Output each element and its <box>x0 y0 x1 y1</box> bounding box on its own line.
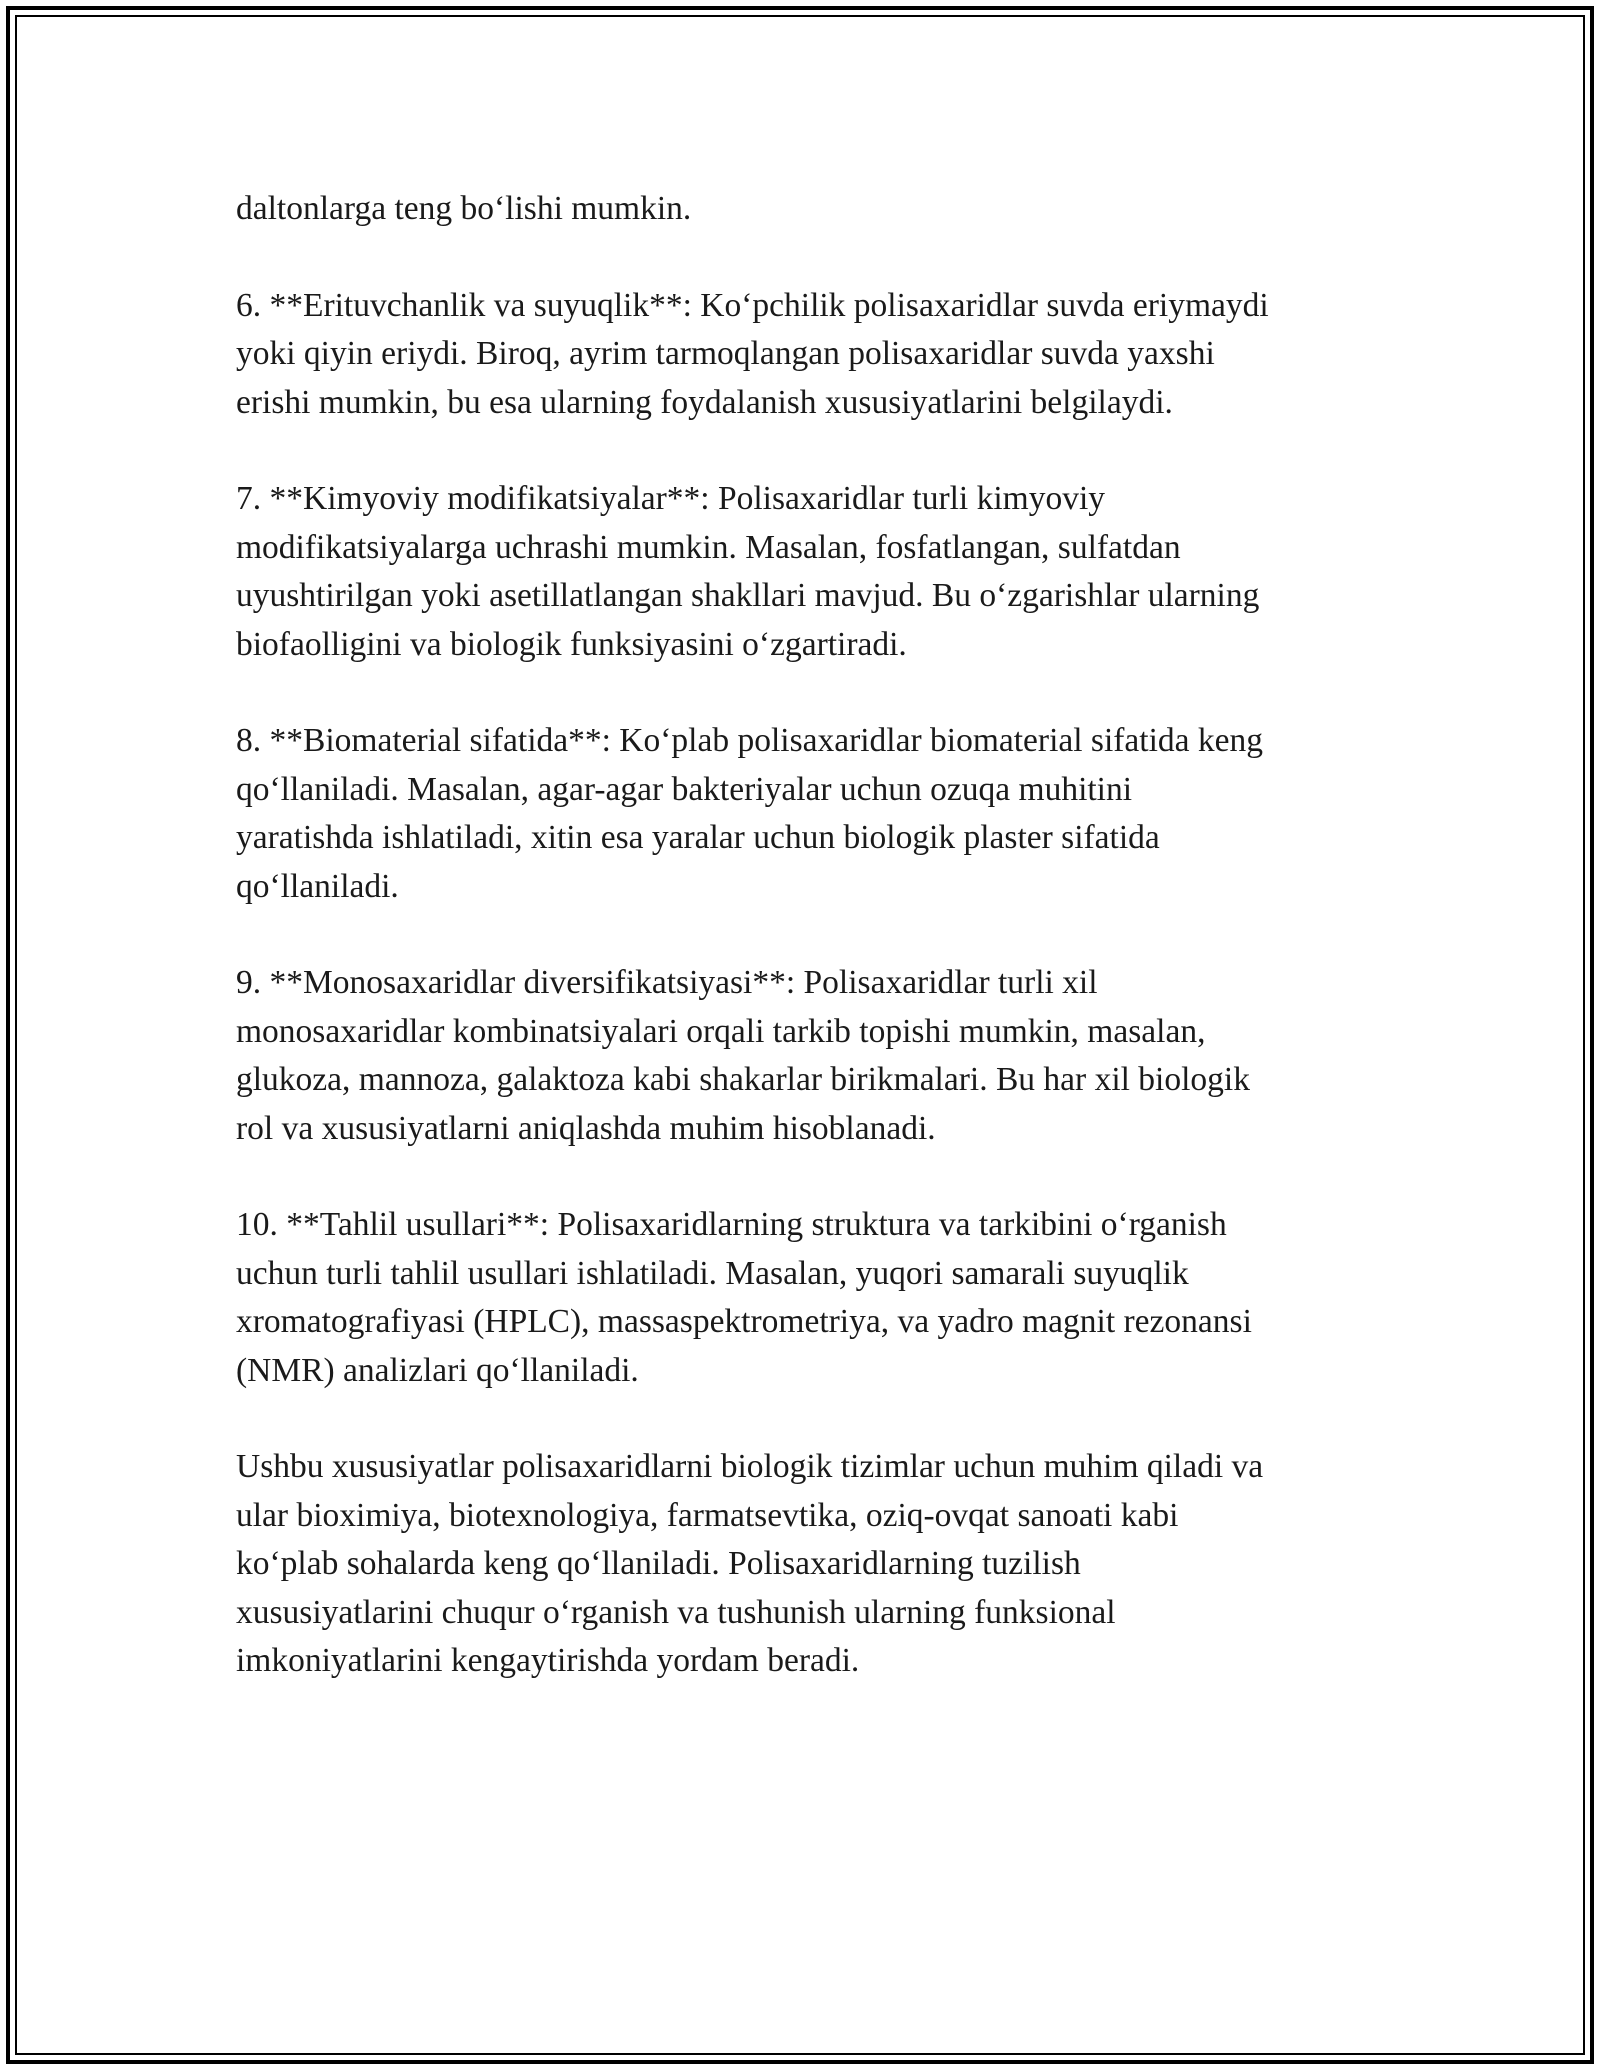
text-line: uyushtirilgan yoki asetillatlangan shakllari mavjud. Bu o‘zgarishlar ularning <box>236 577 1260 615</box>
text-line: qo‘llaniladi. Masalan, agar-agar bakteriyalar uchun ozuqa muhitini <box>236 770 1133 808</box>
text-line: 9. **Monosaxaridlar diversifikatsiyasi**: Polisaxaridlar turli xil <box>236 964 1098 1002</box>
list-item-9 <box>236 959 1376 1153</box>
text-line: 8. **Biomaterial sifatida**: Ko‘plab polisaxaridlar biomaterial sifatida keng <box>236 722 1264 760</box>
text-line: Ushbu xususiyatlar polisaxaridlarni biologik tizimlar uchun muhim qiladi va <box>236 1448 1264 1486</box>
text-line: daltonlarga teng bo‘lishi mumkin. <box>236 190 692 227</box>
text-line: xususiyatlarini chuqur o‘rganish va tushunish ularning funksional <box>236 1593 1116 1631</box>
conclusion-paragraph <box>236 1443 1376 1685</box>
list-item-6 <box>236 282 1376 427</box>
text-line: qo‘llaniladi. <box>236 867 399 905</box>
continuation-paragraph <box>236 185 1376 233</box>
text-line: imkoniyatlarini kengaytirishda yordam beradi. <box>236 1642 860 1680</box>
text-line: erishi mumkin, bu esa ularning foydalanish xususiyatlarini belgilaydi. <box>236 383 1173 421</box>
text-line: (NMR) analizlari qo‘llaniladi. <box>236 1351 639 1389</box>
text-line: rol va xususiyatlarni aniqlashda muhim hisoblanadi. <box>236 1109 936 1147</box>
text-line: monosaxaridlar kombinatsiyalari orqali tarkib topishi mumkin, masalan, <box>236 1012 1206 1050</box>
text-line: biofaolligini va biologik funksiyasini o‘zgartiradi. <box>236 625 907 663</box>
text-line: ular bioximiya, biotexnologiya, farmatsevtika, oziq-ovqat sanoati kabi <box>236 1496 1179 1534</box>
text-line: 6. **Erituvchanlik va suyuqlik**: Ko‘pchilik polisaxaridlar suvda eriymaydi <box>236 286 1269 324</box>
text-line: 10. **Tahlil usullari**: Polisaxaridlarning struktura va tarkibini o‘rganish <box>236 1206 1227 1244</box>
text-line: 7. **Kimyoviy modifikatsiyalar**: Polisaxaridlar turli kimyoviy <box>236 480 1106 518</box>
list-item-7 <box>236 475 1376 669</box>
text-line: modifikatsiyalarga uchrashi mumkin. Masalan, fosfatlangan, sulfatdan <box>236 528 1181 566</box>
text-line: uchun turli tahlil usullari ishlatiladi. Masalan, yuqori samarali suyuqlik <box>236 1254 1189 1292</box>
text-line: yoki qiyin eriydi. Biroq, ayrim tarmoqlangan polisaxaridlar suvda yaxshi <box>236 335 1215 373</box>
document-body <box>236 185 1376 1734</box>
list-item-10 <box>236 1201 1376 1395</box>
list-item-8 <box>236 717 1376 911</box>
text-line: yaratishda ishlatiladi, xitin esa yaralar uchun biologik plaster sifatida <box>236 819 1160 857</box>
text-line: ko‘plab sohalarda keng qo‘llaniladi. Polisaxaridlarning tuzilish <box>236 1545 1081 1583</box>
text-line: xromatografiyasi (HPLC), massaspektrometriya, va yadro magnit rezonansi <box>236 1303 1252 1341</box>
text-line: glukoza, mannoza, galaktoza kabi shakarlar birikmalari. Bu har xil biologik <box>236 1061 1250 1099</box>
